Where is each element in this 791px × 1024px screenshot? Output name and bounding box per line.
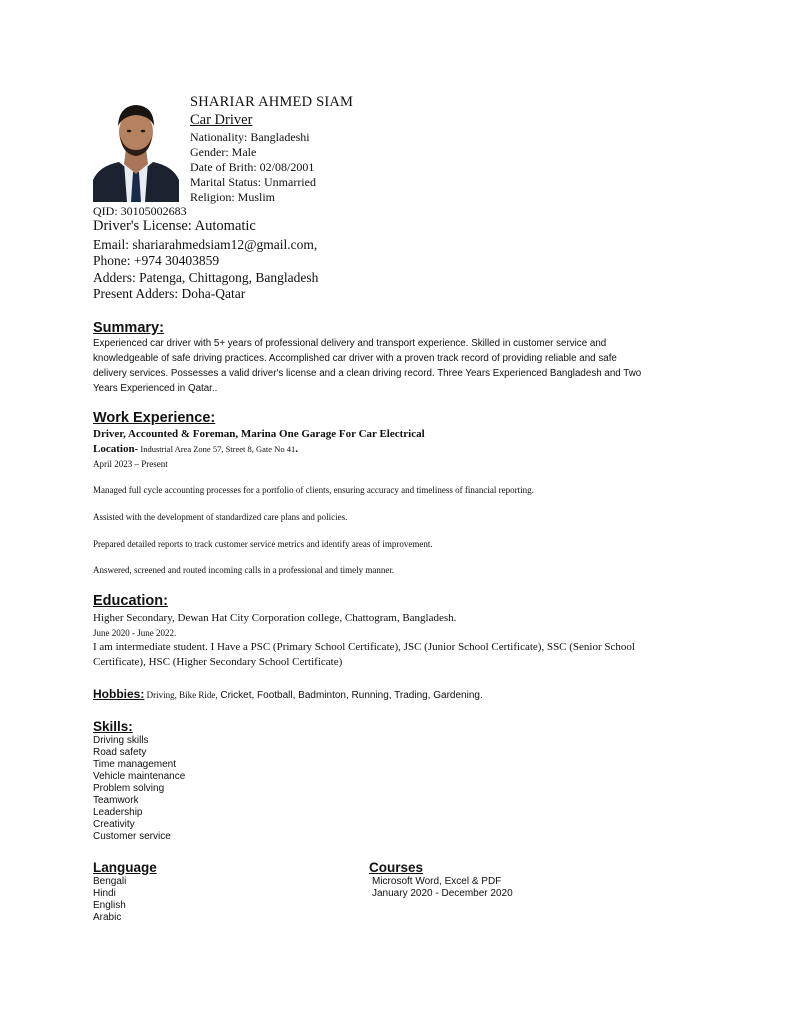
hobbies-part-2: Cricket, Football, Badminton, Running, Trading, Gardening. xyxy=(217,690,483,701)
language-heading: Language xyxy=(93,860,157,875)
work-dates: April 2023 – Present xyxy=(93,459,168,469)
work-duty: Prepared detailed reports to track customer service metrics and identify areas of improvement. xyxy=(93,539,433,549)
skill-item: Teamwork xyxy=(93,795,139,806)
work-duty: Managed full cycle accounting processes for a portfolio of clients, ensuring accuracy and timeliness of financial reporting. xyxy=(93,485,534,495)
candidate-name: SHARIAR AHMED SIAM xyxy=(190,94,354,110)
drivers-license: Driver's License: Automatic xyxy=(93,218,256,234)
language-item: Bengali xyxy=(93,876,127,887)
courses-heading: Courses xyxy=(369,860,424,875)
summary-heading: Summary: xyxy=(93,320,164,336)
profile-photo xyxy=(93,96,179,202)
religion: Religion: Muslim xyxy=(190,190,276,204)
hobbies-heading: Hobbies: xyxy=(93,687,145,701)
skill-item: Leadership xyxy=(93,807,143,818)
skill-item: Customer service xyxy=(93,831,171,842)
language-item: Arabic xyxy=(93,912,122,923)
hobbies xyxy=(93,685,483,703)
education-school: Higher Secondary, Dewan Hat City Corporation college, Chattogram, Bangladesh. xyxy=(93,612,457,624)
skill-item: Road safety xyxy=(93,747,147,758)
work-location-value: Industrial Area Zone 57, Street 8, Gate No 41 xyxy=(138,444,296,454)
education-description: I am intermediate student. I Have a PSC (Primary School Certificate), JSC (Junior School Certificate), SSC (Senior School xyxy=(93,641,635,653)
email: Email: shariarahmedsiam12@gmail.com, xyxy=(93,237,318,252)
work-location xyxy=(93,443,298,455)
work-duty: Assisted with the development of standardized care plans and policies. xyxy=(93,512,348,522)
summary-line: delivery services. Possesses a valid driver's license and a clean driving record. Three Years Experienced Bangladesh and Two xyxy=(93,368,642,379)
hobbies-part-1: Driving, Bike Ride, xyxy=(144,690,218,700)
profile-photo-image xyxy=(93,96,179,202)
skill-item: Creativity xyxy=(93,819,135,830)
skill-item: Vehicle maintenance xyxy=(93,771,186,782)
address: Adders: Patenga, Chittagong, Bangladesh xyxy=(93,270,319,285)
education-dates: June 2020 - June 2022. xyxy=(93,628,177,638)
work-duty: Answered, screened and routed incoming calls in a professional and timely manner. xyxy=(93,565,395,575)
skill-item: Problem solving xyxy=(93,783,165,794)
work-location-end: . xyxy=(295,443,298,455)
nationality: Nationality: Bangladeshi xyxy=(190,130,310,144)
course-dates: January 2020 - December 2020 xyxy=(372,888,513,899)
work-experience-heading: Work Experience: xyxy=(93,410,216,426)
job-title: Car Driver xyxy=(190,112,253,128)
qid: QID: 30105002683 xyxy=(93,204,187,218)
gender: Gender: Male xyxy=(190,145,257,159)
education-description: Certificate), HSC (Higher Secondary School Certificate) xyxy=(93,656,343,668)
present-address: Present Adders: Doha-Qatar xyxy=(93,286,246,301)
date-of-birth: Date of Brith: 02/08/2001 xyxy=(190,160,315,174)
work-position: Driver, Accounted & Foreman, Marina One Garage For Car Electrical xyxy=(93,428,425,440)
skill-item: Time management xyxy=(93,759,176,770)
course-item: Microsoft Word, Excel & PDF xyxy=(372,876,502,887)
phone: Phone: +974 30403859 xyxy=(93,253,220,268)
language-item: Hindi xyxy=(93,888,116,899)
summary-line: knowledgeable of safe driving practices. Accomplished car driver with a proven track record of providing reliable and safe xyxy=(93,353,617,364)
skill-item: Driving skills xyxy=(93,735,149,746)
work-location-label: Location- xyxy=(93,443,139,455)
summary-line: Years Experienced in Qatar.. xyxy=(93,383,218,394)
skills-heading: Skills: xyxy=(93,719,133,734)
marital-status: Marital Status: Unmarried xyxy=(190,175,316,189)
education-heading: Education: xyxy=(93,593,168,609)
language-item: English xyxy=(93,900,126,911)
summary-line: Experienced car driver with 5+ years of professional delivery and transport experience. Skilled in customer service and xyxy=(93,338,607,349)
